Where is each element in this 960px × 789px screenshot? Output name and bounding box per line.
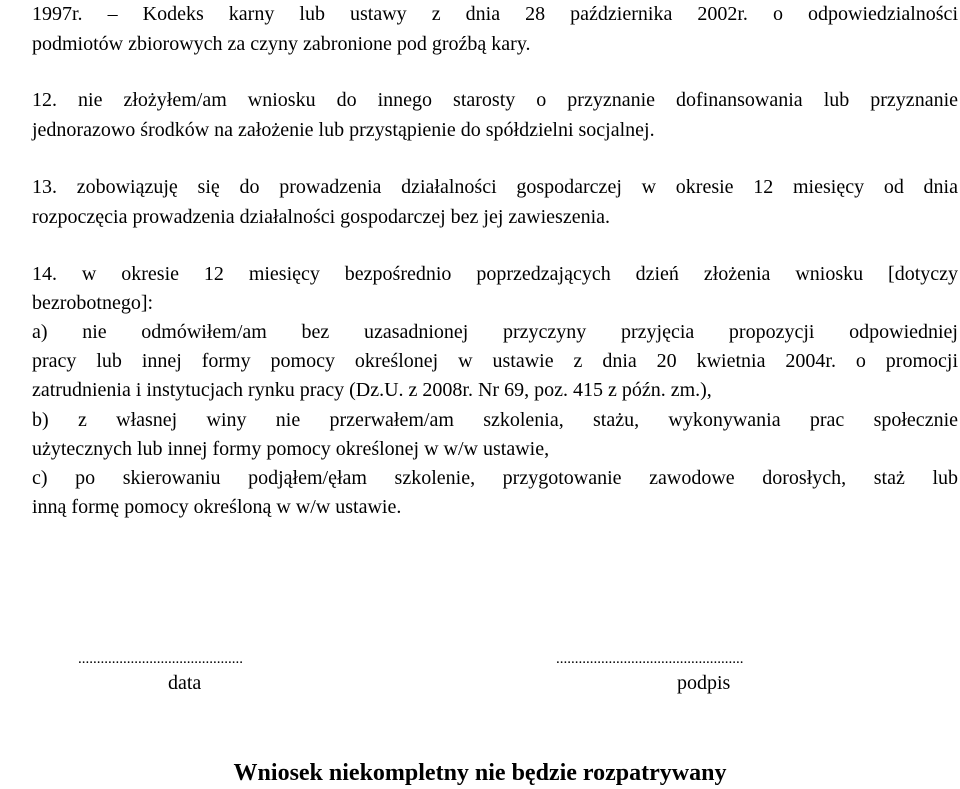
text-line: a) nie odmówiłem/am bez uzasadnionej przyczyny przyjęcia propozycji odpowiedniej (32, 321, 958, 343)
signature-dotted-line: .................................................. (556, 651, 744, 667)
text-line: jednorazowo środków na założenie lub przystąpienie do spółdzielni socjalnej. (32, 119, 655, 141)
text-line: 12. nie złożyłem/am wniosku do innego starosty o przyznanie dofinansowania lub przyznanie (32, 89, 958, 111)
text-line: użytecznych lub innej formy pomocy określonej w w/w ustawie, (32, 438, 550, 460)
text-line: b) z własnej winy nie przerwałem/am szkolenia, stażu, wykonywania prac społecznie (32, 409, 958, 431)
text-line: 1997r. – Kodeks karny lub ustawy z dnia 28 października 2002r. o odpowiedzialności (32, 3, 958, 25)
text-line: 14. w okresie 12 miesięcy bezpośrednio poprzedzających dzień złożenia wniosku [dotyczy (32, 263, 958, 285)
text-line: rozpoczęcia prowadzenia działalności gospodarczej bez jej zawieszenia. (32, 206, 611, 228)
text-line: c) po skierowaniu podjąłem/ęłam szkolenie, przygotowanie zawodowe dorosłych, staż lub (32, 467, 958, 489)
date-dotted-line: ............................................ (78, 651, 243, 667)
text-line: 13. zobowiązuję się do prowadzenia działalności gospodarczej w okresie 12 miesięcy od dnia (32, 176, 958, 198)
text-line: bezrobotnego]: (32, 292, 154, 314)
text-line: pracy lub innej formy pomocy określonej w ustawie z dnia 20 kwietnia 2004r. o promocji (32, 350, 958, 372)
text-line: inną formę pomocy określoną w w/w ustawie. (32, 496, 402, 518)
signature-label: podpis (677, 672, 731, 694)
text-line: zatrudnienia i instytucjach rynku pracy (Dz.U. z 2008r. Nr 69, poz. 415 z późn. zm.), (32, 379, 712, 401)
text-line: podmiotów zbiorowych za czyny zabronione pod groźbą kary. (32, 33, 531, 55)
incomplete-application-note: Wniosek niekompletny nie będzie rozpatrywany (233, 760, 727, 786)
date-label: data (168, 672, 202, 694)
